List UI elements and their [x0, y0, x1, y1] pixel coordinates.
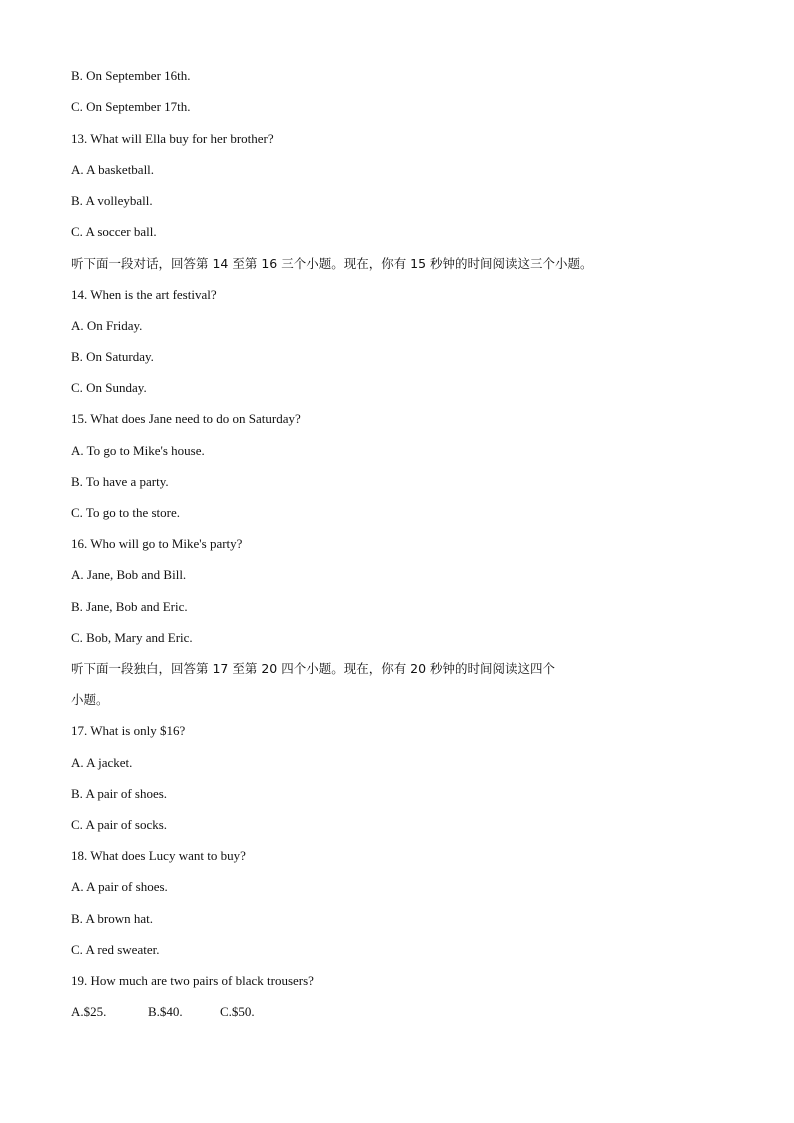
q14-option-c: C. On Sunday.: [71, 380, 147, 395]
q13-option-c: C. A soccer ball.: [71, 224, 157, 239]
q18-option-b: B. A brown hat.: [71, 911, 153, 926]
q19-options-row: [71, 1004, 255, 1020]
q19-option-a: A.$25.: [71, 1004, 107, 1019]
q13-option-a: A. A basketball.: [71, 162, 155, 177]
q14-option-a: A. On Friday.: [71, 318, 143, 333]
q12-option-c: C. On September 17th.: [71, 99, 191, 114]
question-18: 18. What does Lucy want to buy?: [71, 848, 246, 863]
q12-option-b: B. On September 16th.: [71, 68, 191, 83]
q15-option-a: A. To go to Mike's house.: [71, 443, 205, 458]
section-instruction-17-20: 听下面一段独白，回答第 17 至第 20 四个小题。现在，你有 20 秒钟的时间阅读这四个: [71, 661, 556, 676]
question-14: 14. When is the art festival?: [71, 287, 217, 302]
q16-option-b: B. Jane, Bob and Eric.: [71, 599, 188, 614]
q17-option-a: A. A jacket.: [71, 755, 133, 770]
q17-option-c: C. A pair of socks.: [71, 817, 168, 832]
q19-option-c: C.$50.: [220, 1004, 255, 1019]
question-13: 13. What will Ella buy for her brother?: [71, 131, 274, 146]
q16-option-a: A. Jane, Bob and Bill.: [71, 567, 187, 582]
q17-option-b: B. A pair of shoes.: [71, 786, 168, 801]
q14-option-b: B. On Saturday.: [71, 349, 154, 364]
q18-option-a: A. A pair of shoes.: [71, 879, 168, 894]
q19-option-b: B.$40.: [148, 1004, 183, 1019]
question-16: 16. Who will go to Mike's party?: [71, 536, 243, 551]
section-instruction-14-16: 听下面一段对话，回答第 14 至第 16 三个小题。现在，你有 15 秒钟的时间阅读这三个小题。: [71, 256, 593, 271]
q15-option-b: B. To have a party.: [71, 474, 169, 489]
q15-option-c: C. To go to the store.: [71, 505, 180, 520]
question-15: 15. What does Jane need to do on Saturday?: [71, 411, 301, 426]
question-19: 19. How much are two pairs of black trousers?: [71, 973, 314, 988]
q18-option-c: C. A red sweater.: [71, 942, 160, 957]
q13-option-b: B. A volleyball.: [71, 193, 153, 208]
question-17: 17. What is only $16?: [71, 723, 186, 738]
q16-option-c: C. Bob, Mary and Eric.: [71, 630, 193, 645]
section-instruction-17-20-cont: 小题。: [71, 692, 109, 707]
